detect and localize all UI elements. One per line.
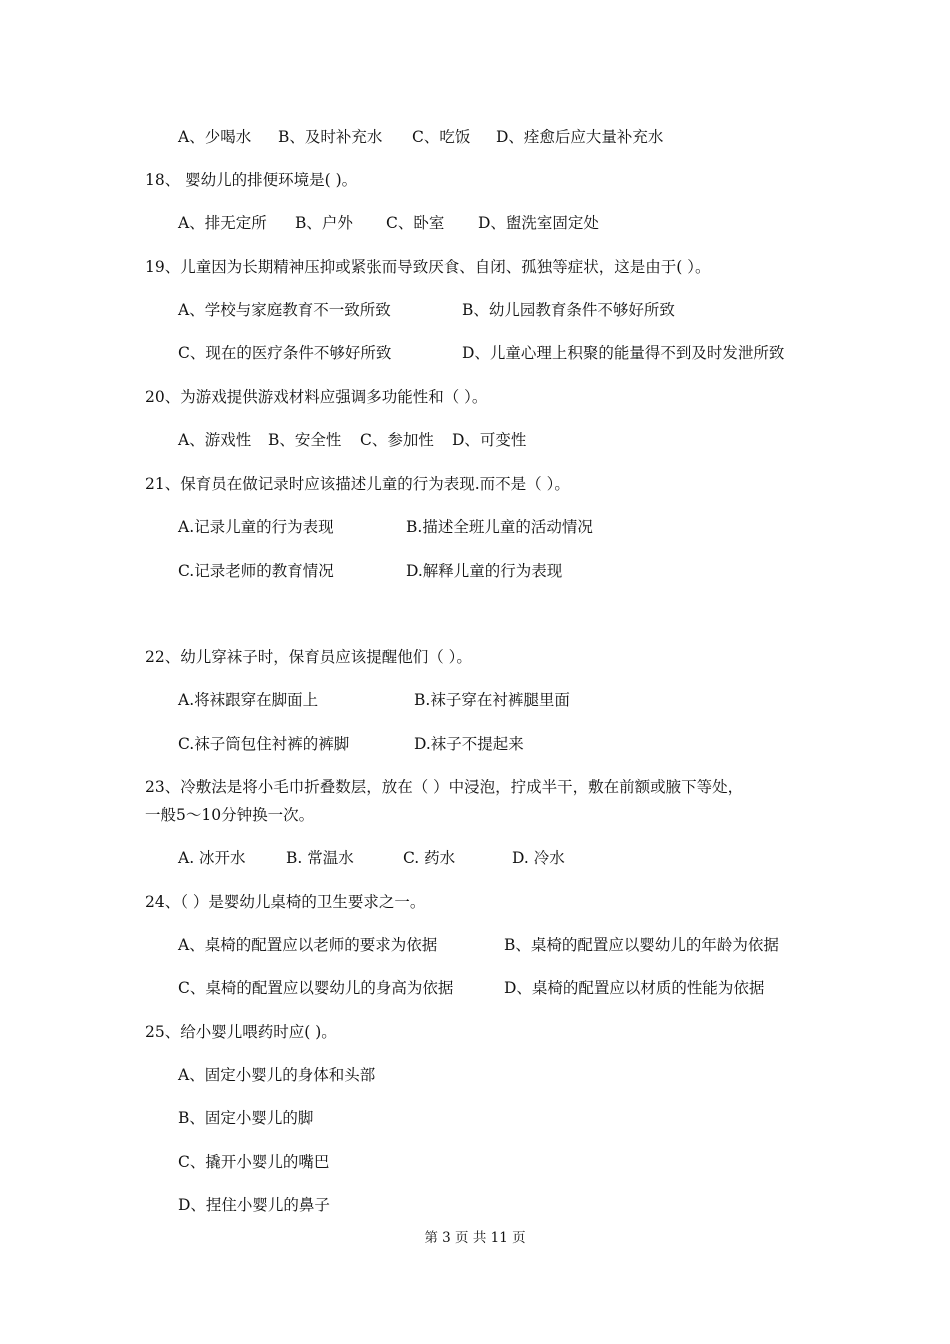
q24-option-b: B、桌椅的配置应以婴幼儿的年龄为依据 [504, 936, 779, 954]
q21-option-a: A.记录儿童的行为表现 [178, 518, 334, 536]
q19-option-b: B、幼儿园教育条件不够好所致 [462, 301, 675, 319]
q25-option-a: A、固定小婴儿的身体和头部 [178, 1066, 376, 1084]
q25-option-b: B、固定小婴儿的脚 [178, 1109, 314, 1127]
q22-option-c: C.袜子筒包住衬裤的裤脚 [178, 735, 350, 753]
q20-stem: 20、为游戏提供游戏材料应强调多功能性和（ ）。 [145, 388, 488, 406]
q23-stem-line2: 一般5～10分钟换一次。 [145, 806, 315, 824]
q18-option-b: B、户外 [295, 214, 353, 232]
q25-option-d: D、捏住小婴儿的鼻子 [178, 1196, 330, 1214]
q19-option-d: D、儿童心理上积聚的能量得不到及时发泄所致 [462, 344, 785, 362]
q22-option-d: D.袜子不提起来 [414, 735, 524, 753]
q18-stem: 18、 婴幼儿的排便环境是( )。 [145, 171, 358, 189]
q17-option-b: B、及时补充水 [278, 128, 383, 146]
q17-options [178, 126, 251, 148]
q22-option-b: B.袜子穿在衬裤腿里面 [414, 691, 570, 709]
q19-option-c: C、现在的医疗条件不够好所致 [178, 344, 392, 362]
q24-option-d: D、桌椅的配置应以材质的性能为依据 [504, 979, 765, 997]
q24-option-c: C、桌椅的配置应以婴幼儿的身高为依据 [178, 979, 454, 997]
q17-option-a: A、少喝水 [178, 128, 252, 146]
q22-option-a: A.将袜跟穿在脚面上 [178, 691, 319, 709]
q25-stem: 25、给小婴儿喂药时应( )。 [145, 1023, 337, 1041]
q23-option-b: B. 常温水 [286, 849, 354, 867]
q20-option-c: C、参加性 [360, 431, 434, 449]
q24-option-a: A、桌椅的配置应以老师的要求为依据 [178, 936, 438, 954]
q20-option-d: D、可变性 [452, 431, 527, 449]
page-footer: 第 3 页 共 11 页 [424, 1230, 526, 1246]
q23-option-a: A. 冰开水 [178, 849, 246, 867]
q23-option-c: C. 药水 [403, 849, 456, 867]
q24-stem: 24、（ ）是婴幼儿桌椅的卫生要求之一。 [145, 893, 426, 911]
q17-option-d: D、痊愈后应大量补充水 [496, 128, 664, 146]
q20-option-a: A、游戏性 [178, 431, 252, 449]
q22-stem: 22、幼儿穿袜子时，保育员应该提醒他们（ ）。 [145, 648, 472, 666]
q18-option-c: C、卧室 [386, 214, 445, 232]
q25-option-c: C、撬开小婴儿的嘴巴 [178, 1153, 330, 1171]
q18-option-a: A、排无定所 [178, 214, 267, 232]
q21-stem: 21、保育员在做记录时应该描述儿童的行为表现.而不是（ ）。 [145, 475, 570, 493]
q17-option-c: C、吃饭 [412, 128, 471, 146]
q20-option-b: B、安全性 [268, 431, 342, 449]
q19-stem: 19、儿童因为长期精神压抑或紧张而导致厌食、自闭、孤独等症状，这是由于( ）。 [145, 258, 711, 276]
q19-option-a: A、学校与家庭教育不一致所致 [178, 301, 391, 319]
q18-option-d: D、盥洗室固定处 [478, 214, 599, 232]
q21-option-d: D.解释儿童的行为表现 [406, 562, 563, 580]
q21-option-c: C.记录老师的教育情况 [178, 562, 334, 580]
q21-option-b: B.描述全班儿童的活动情况 [406, 518, 593, 536]
q23-option-d: D. 冷水 [512, 849, 565, 867]
q23-stem-line1: 23、冷敷法是将小毛巾折叠数层，放在（ ）中浸泡，拧成半干，敷在前额或腋下等处， [145, 778, 744, 796]
